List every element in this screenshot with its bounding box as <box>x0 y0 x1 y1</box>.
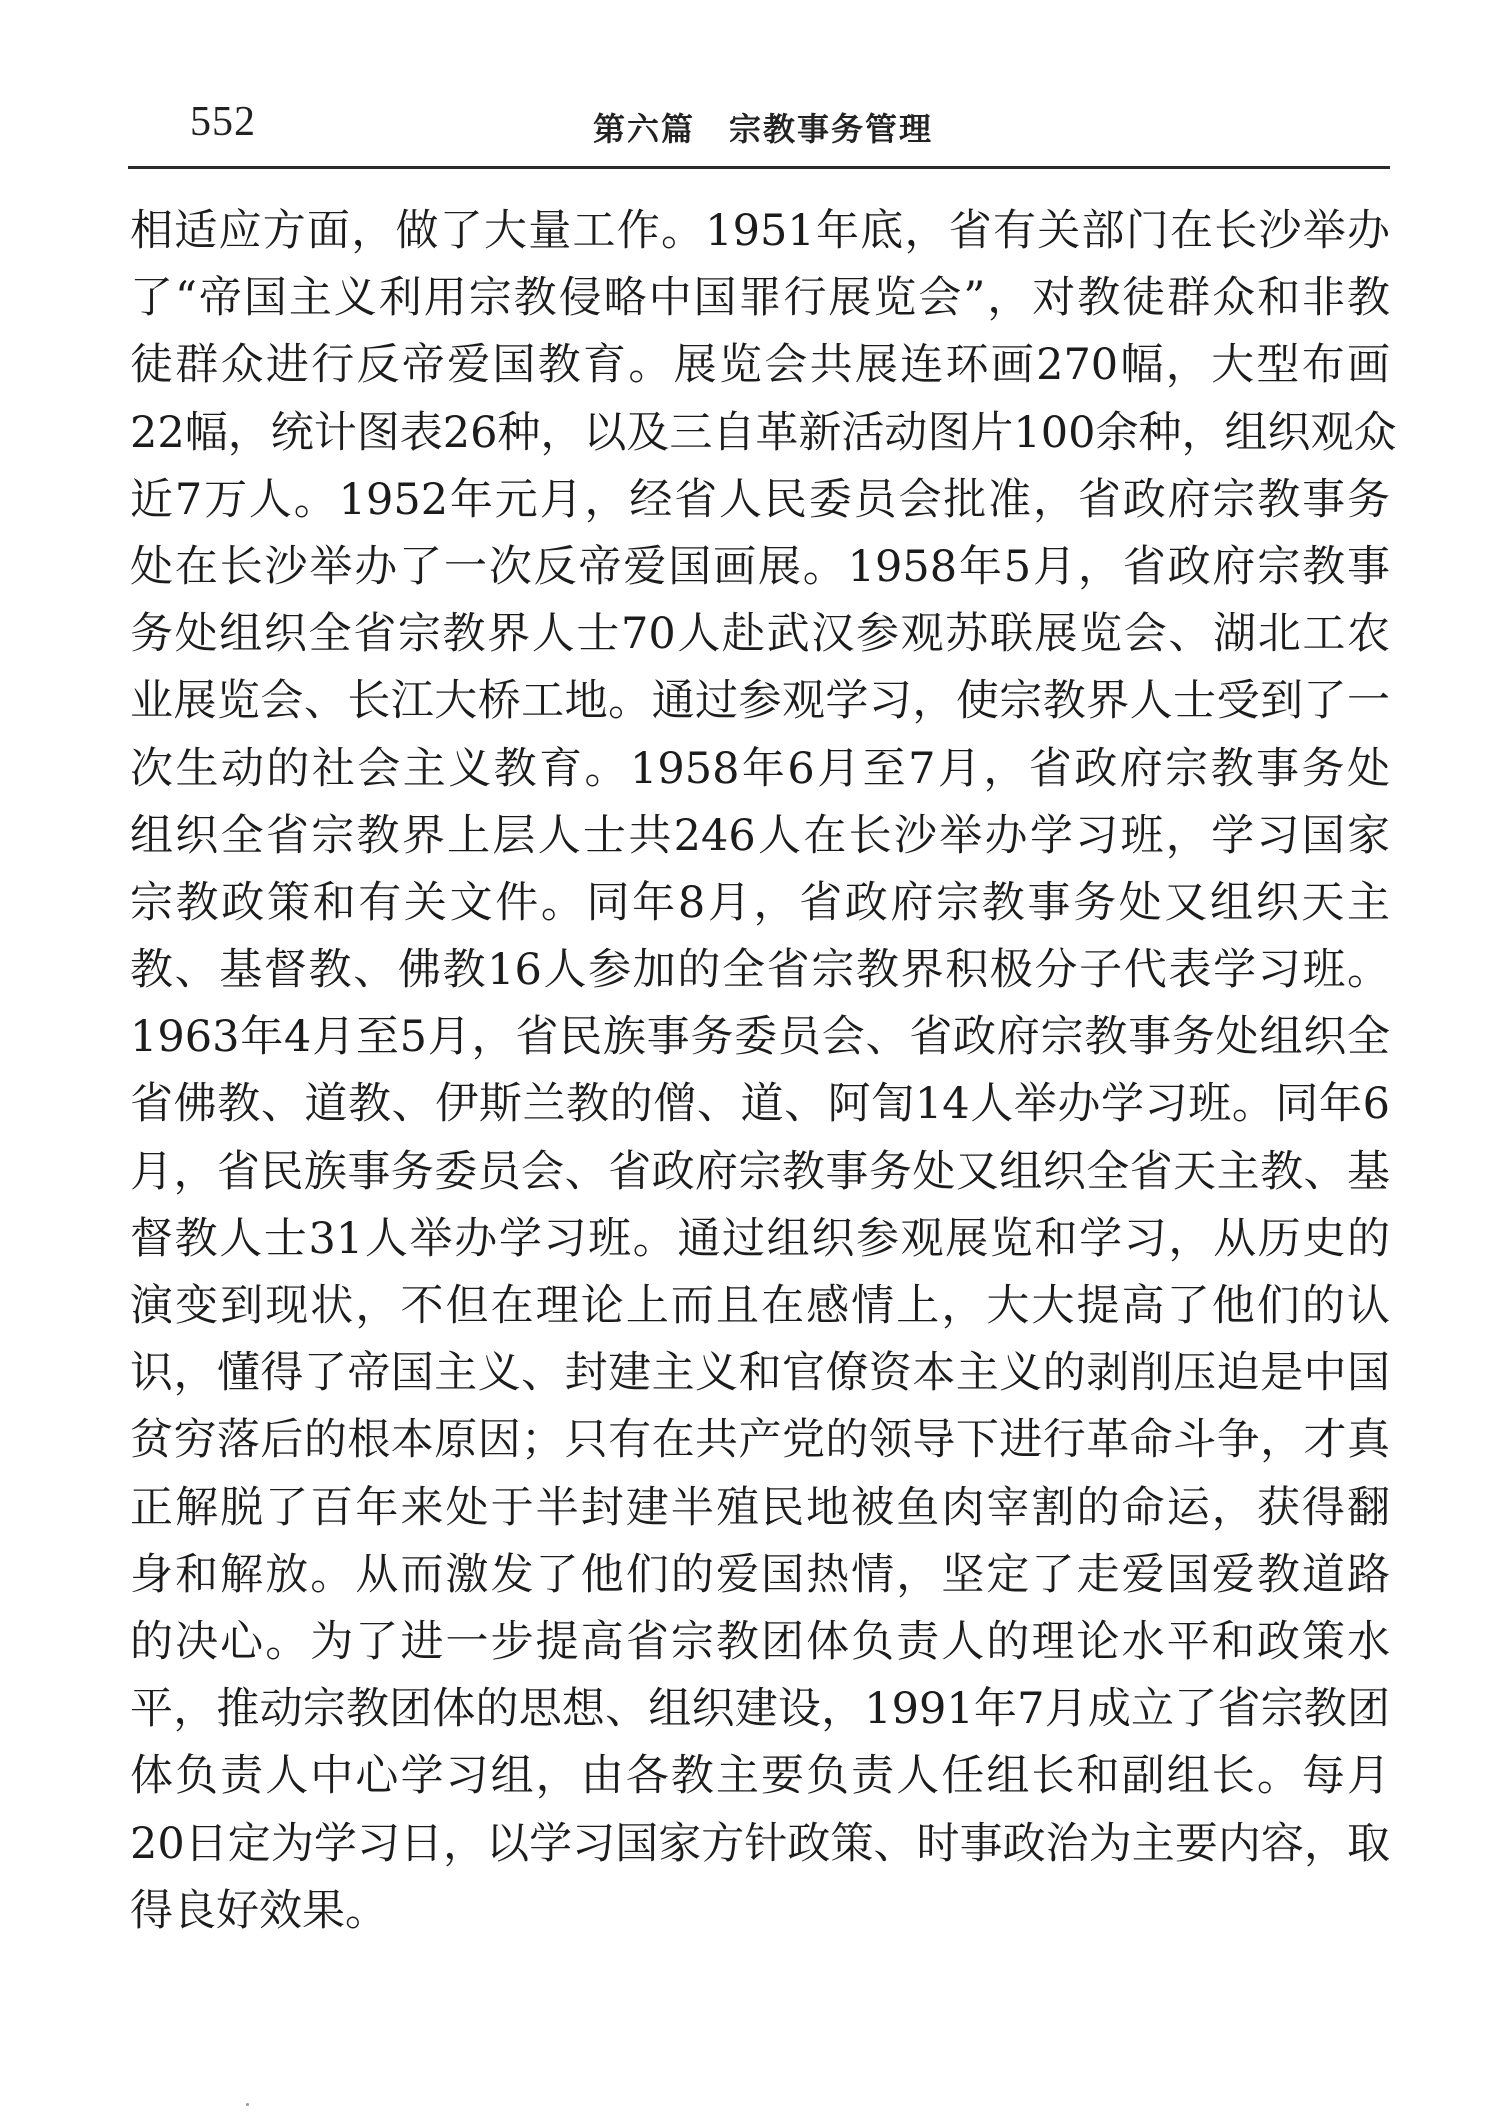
text-line: 组织全省宗教界上层人士共246人在长沙举办学习班，学习国家 <box>130 810 1390 861</box>
body-paragraph <box>130 198 1397 1945</box>
text-line: 次生动的社会主义教育。1958年6月至7月，省政府宗教事务处 <box>130 743 1390 794</box>
page-number: 552 <box>190 99 256 145</box>
text-line: 督教人士31人举办学习班。通过组织参观展览和学习，从历史的 <box>130 1213 1390 1264</box>
text-line: 的决心。为了进一步提高省宗教团体负责人的理论水平和政策水 <box>130 1616 1390 1667</box>
text-line: 宗教政策和有关文件。同年8月，省政府宗教事务处又组织天主 <box>130 877 1390 928</box>
scan-speck <box>246 2103 249 2106</box>
text-line: 20日定为学习日，以学习国家方针政策、时事政治为主要内容，取 <box>130 1818 1390 1869</box>
text-line: 平，推动宗教团体的思想、组织建设，1991年7月成立了省宗教团 <box>130 1684 1390 1735</box>
text-line: 月，省民族事务委员会、省政府宗教事务处又组织全省天主教、基 <box>130 1146 1390 1197</box>
page-header <box>128 96 1388 166</box>
text-line: 业展览会、长江大桥工地。通过参观学习，使宗教界人士受到了一 <box>130 676 1390 727</box>
text-line: 体负责人中心学习组，由各教主要负责人任组长和副组长。每月 <box>130 1751 1390 1802</box>
text-line: 了“帝国主义利用宗教侵略中国罪行展览会”，对教徒群众和非教 <box>130 273 1390 324</box>
text-line: 1963年4月至5月，省民族事务委员会、省政府宗教事务处组织全 <box>130 1012 1390 1063</box>
header-rule <box>128 166 1390 169</box>
running-title: 第六篇 宗教事务管理 <box>593 110 934 148</box>
text-line: 处在长沙举办了一次反帝爱国画展。1958年5月，省政府宗教事 <box>130 541 1390 592</box>
text-line: 相适应方面，做了大量工作。1951年底，省有关部门在长沙举办 <box>130 206 1390 256</box>
text-line: 近7万人。1952年元月，经省人民委员会批准，省政府宗教事务 <box>130 474 1390 525</box>
text-line: 省佛教、道教、伊斯兰教的僧、道、阿訇14人举办学习班。同年6 <box>130 1079 1390 1130</box>
text-line: 徒群众进行反帝爱国教育。展览会共展连环画270幅，大型布画 <box>130 340 1390 391</box>
text-line: 贫穷落后的根本原因；只有在共产党的领导下进行革命斗争，才真 <box>130 1415 1390 1466</box>
text-line: 得良好效果。 <box>130 1885 388 1936</box>
text-line: 识，懂得了帝国主义、封建主义和官僚资本主义的剥削压迫是中国 <box>130 1348 1390 1399</box>
text-line: 身和解放。从而激发了他们的爱国热情，坚定了走爱国爱教道路 <box>130 1549 1390 1600</box>
text-line: 演变到现状，不但在理论上而且在感情上，大大提高了他们的认 <box>130 1281 1390 1331</box>
text-line: 教、基督教、佛教16人参加的全省宗教界积极分子代表学习班。 <box>130 945 1390 996</box>
text-line: 正解脱了百年来处于半封建半殖民地被鱼肉宰割的命运，获得翻 <box>130 1482 1390 1533</box>
text-line: 务处组织全省宗教界人士70人赴武汉参观苏联展览会、湖北工农 <box>130 609 1390 660</box>
text-line: 22幅，统计图表26种，以及三自革新活动图片100余种，组织观众 <box>130 407 1397 458</box>
